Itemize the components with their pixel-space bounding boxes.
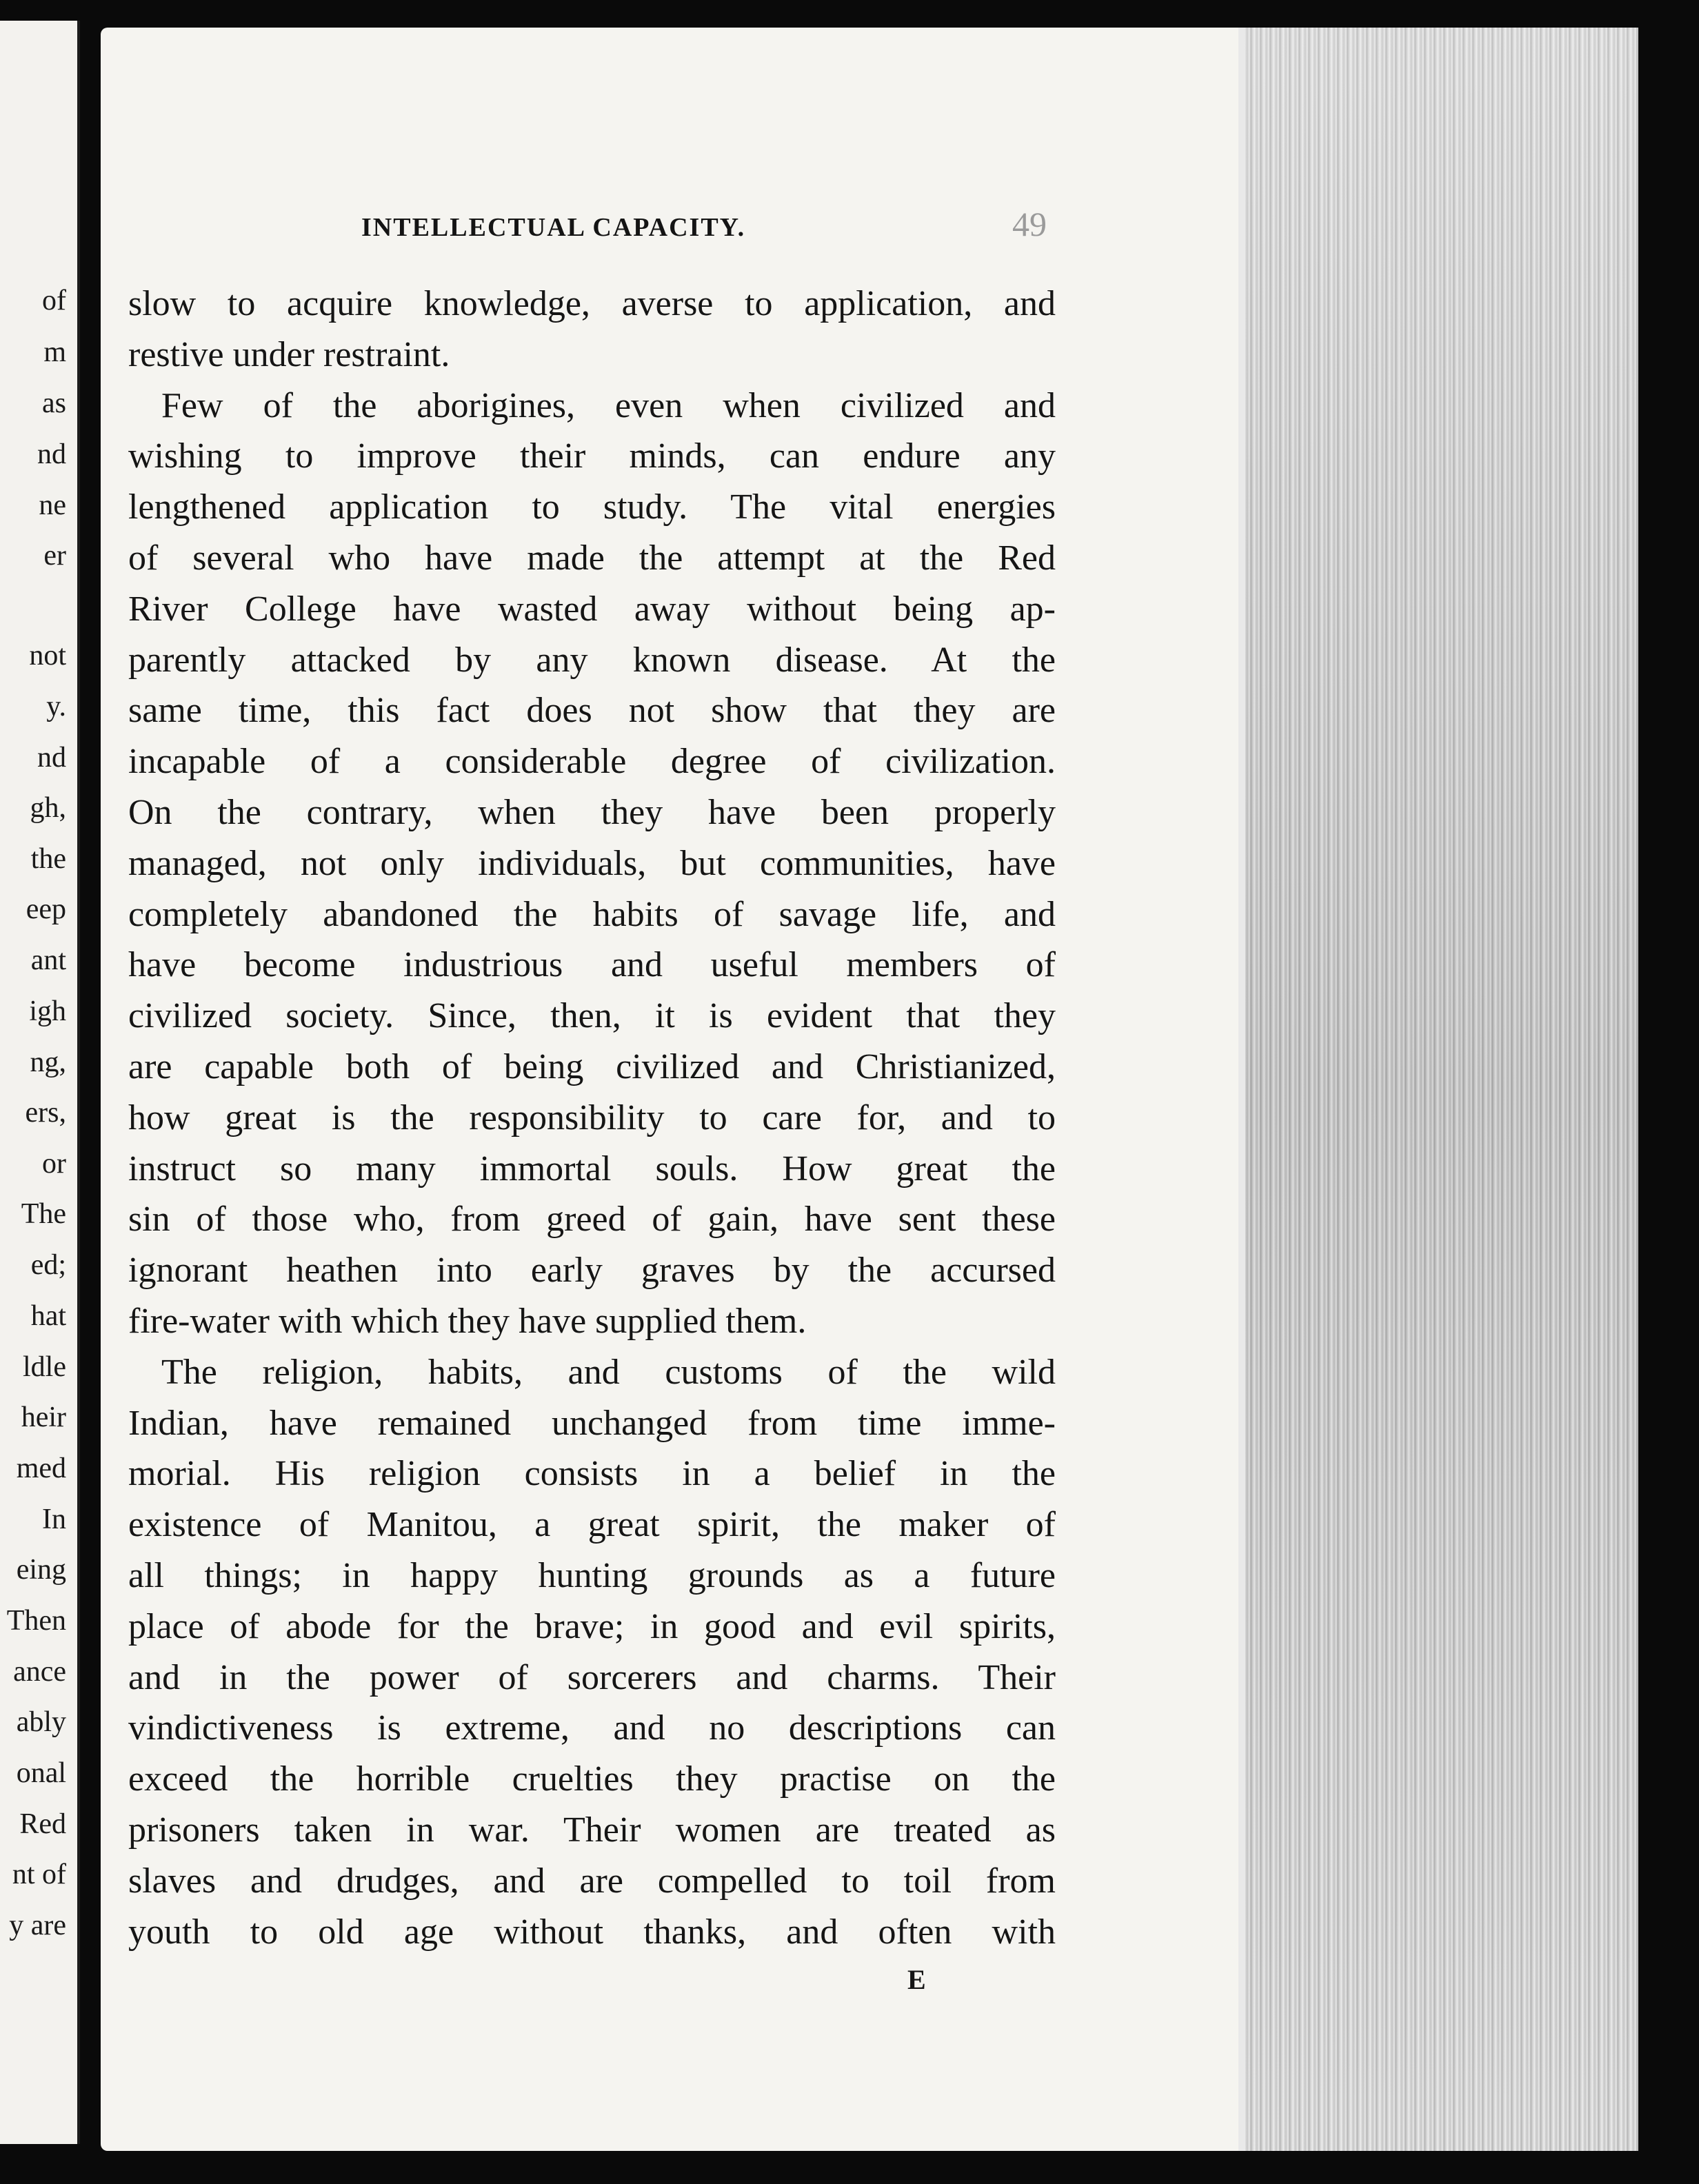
left-page-fragment: m: [43, 336, 66, 368]
text-line: are capable both of being civilized and Christianized,: [128, 1046, 1056, 1086]
text-line: vindictiveness is extreme, and no descriptions can: [128, 1708, 1056, 1748]
left-page-fragment: ed;: [30, 1249, 66, 1281]
left-page-fragment: hat: [30, 1300, 66, 1332]
text-line: slow to acquire knowledge, averse to application, and: [128, 284, 1056, 323]
left-page-fragment: ers,: [25, 1097, 66, 1129]
text-line: completely abandoned the habits of savage life, and: [128, 894, 1056, 934]
left-page-fragment: or: [42, 1148, 66, 1180]
book-page-edges: [1238, 28, 1638, 2151]
running-head: INTELLECTUAL CAPACITY.: [361, 213, 746, 242]
text-line: incapable of a considerable degree of civilization.: [128, 742, 1056, 782]
text-line: place of abode for the brave; in good and evil spirits,: [128, 1606, 1056, 1646]
text-line: how great is the responsibility to care for, and to: [128, 1098, 1056, 1138]
left-page-fragment: gh,: [30, 792, 66, 824]
left-page-fragment: not: [29, 640, 66, 671]
text-line: exceed the horrible cruelties they practise on the: [128, 1759, 1056, 1799]
text-line: ignorant heathen into early graves by the accursed: [128, 1251, 1056, 1291]
left-page-fragment: eing: [16, 1554, 66, 1586]
left-page-fragment: The: [21, 1198, 66, 1230]
signature-mark: E: [907, 1964, 926, 1995]
text-line: restive under restraint.: [128, 334, 450, 374]
text-line: all things; in happy hunting grounds as a future: [128, 1555, 1056, 1595]
left-page-fragment: nt of: [12, 1859, 66, 1890]
text-line: have become industrious and useful members of: [128, 945, 1056, 985]
text-line: youth to old age without thanks, and often with: [128, 1912, 1056, 1952]
text-line: of several who have made the attempt at the Red: [128, 538, 1056, 578]
text-line: morial. His religion consists in a belief in the: [128, 1454, 1056, 1494]
left-page-fragment: nd: [37, 438, 66, 470]
left-page-fragment: In: [42, 1504, 66, 1535]
left-page-fragment: Red: [19, 1808, 66, 1840]
page-number: 49: [1012, 205, 1047, 243]
left-page-fragment: y are: [9, 1910, 66, 1941]
left-page-fragment: as: [42, 387, 66, 419]
text-line: instruct so many immortal souls. How great the: [128, 1149, 1056, 1189]
left-page-fragment: ne: [39, 489, 66, 521]
left-page-fragment: er: [43, 540, 66, 572]
text-line: and in the power of sorcerers and charms. Their: [128, 1657, 1056, 1697]
text-line: same time, this fact does not show that they are: [128, 691, 1056, 731]
left-facing-page: [0, 21, 80, 2144]
left-page-fragment: onal: [16, 1757, 66, 1789]
left-page-fragment: ng,: [30, 1046, 66, 1078]
text-line: parently attacked by any known disease. At the: [128, 640, 1056, 680]
text-line: lengthened application to study. The vital energies: [128, 487, 1056, 527]
left-page-fragment: ldle: [23, 1351, 66, 1383]
text-line: managed, not only individuals, but communities, have: [128, 843, 1056, 883]
body-text: [128, 279, 1056, 1957]
text-line: The religion, habits, and customs of the wild: [161, 1352, 1056, 1392]
text-line: wishing to improve their minds, can endure any: [128, 436, 1056, 476]
text-line: Few of the aborigines, even when civilized and: [161, 385, 1056, 425]
left-page-fragment: ance: [13, 1656, 66, 1688]
left-page-fragment: ant: [30, 944, 66, 976]
left-page-fragment: heir: [21, 1402, 66, 1433]
text-line: fire-water with which they have supplied them.: [128, 1301, 807, 1341]
left-page-fragment: y.: [46, 691, 66, 722]
left-page-fragment: igh: [29, 995, 66, 1027]
left-page-fragment: the: [30, 843, 66, 875]
text-line: On the contrary, when they have been properly: [128, 792, 1056, 832]
text-line: prisoners taken in war. Their women are treated as: [128, 1810, 1056, 1850]
text-line: sin of those who, from greed of gain, have sent these: [128, 1200, 1056, 1240]
left-page-fragment: med: [16, 1453, 66, 1484]
text-line: existence of Manitou, a great spirit, the maker of: [128, 1505, 1056, 1545]
left-page-fragment: nd: [37, 742, 66, 774]
left-page-fragment: ably: [16, 1706, 66, 1738]
left-page-fragment: eep: [26, 893, 66, 925]
left-page-fragment: of: [42, 285, 66, 316]
text-line: slaves and drudges, and are compelled to toil from: [128, 1861, 1056, 1901]
text-line: Indian, have remained unchanged from time imme-: [128, 1403, 1056, 1443]
left-page-fragment: Then: [6, 1605, 66, 1637]
text-line: River College have wasted away without being ap-: [128, 589, 1056, 629]
text-line: civilized society. Since, then, it is evident that they: [128, 996, 1056, 1036]
